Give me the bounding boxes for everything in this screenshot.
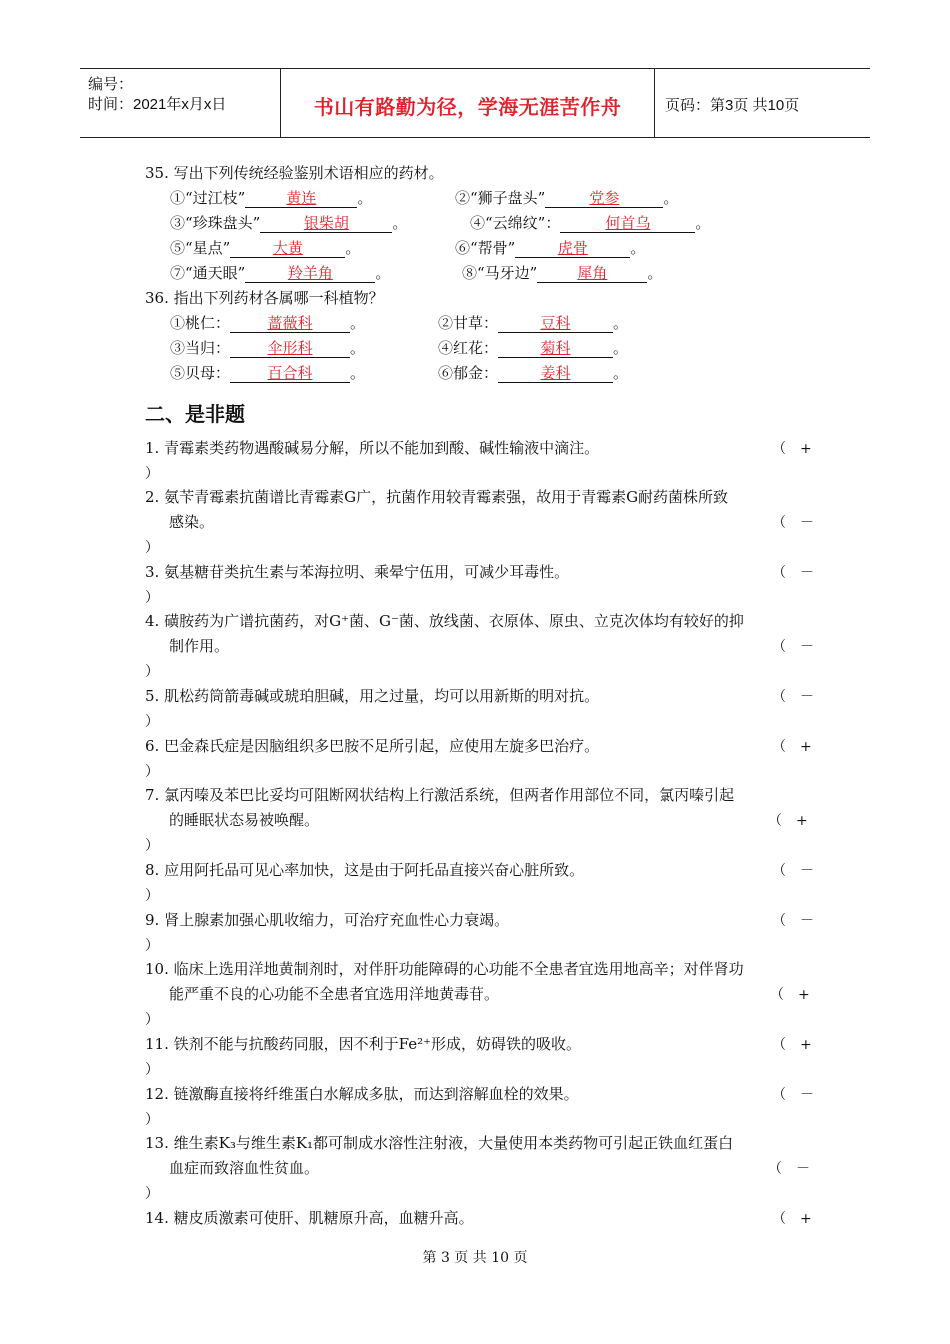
q36-item: ④红花： 菊科 。 [438, 339, 629, 357]
answer-blank: 何首乌 [560, 215, 695, 233]
question-text-cont: 制作用。 [169, 637, 230, 655]
q36-item: ②甘草： 豆科 。 [438, 314, 629, 332]
question-text-cont: 的睡眠状态易被唤醒。 [169, 811, 320, 829]
question-text: 14. 糖皮质激素可使肝、肌糖原升高，血糖升高。 [145, 1209, 474, 1227]
answer-mark: （ + [768, 813, 808, 829]
answer-blank: 菊科 [498, 340, 613, 358]
tf-question [145, 858, 805, 883]
answer-blank: 虎骨 [515, 240, 630, 258]
answer-mark: （ + [772, 739, 812, 755]
tf-question [145, 957, 805, 1007]
q35-item: ⑧“马牙边” 犀角 。 [462, 264, 663, 282]
q35-item: ⑤“星点” 大黄 。 [170, 239, 361, 257]
close-paren: ） [145, 764, 159, 780]
tf-question [145, 908, 805, 933]
answer-mark: （ － [772, 565, 814, 581]
answer-blank: 大黄 [230, 240, 345, 258]
answer-blank: 百合科 [230, 365, 350, 383]
close-paren: ） [145, 590, 159, 606]
tf-question [145, 485, 805, 535]
question-text-cont: 血症而致溶血性贫血。 [169, 1159, 320, 1177]
answer-blank: 黄连 [245, 190, 357, 208]
motto: 书山有路勤为径，学海无涯苦作舟 [313, 95, 622, 119]
tf-question [145, 1206, 805, 1231]
question-text-cont: 感染。 [169, 513, 215, 531]
answer-blank: 犀角 [537, 265, 647, 283]
q35-item: ⑦“通天眼” 羚羊角 。 [170, 264, 391, 282]
question-text: 5. 肌松药筒箭毒碱或琥珀胆碱，用之过量，均可以用新斯的明对抗。 [145, 687, 600, 705]
q35-item: ⑥“帮骨” 虎骨 。 [455, 239, 646, 257]
close-paren: ） [145, 838, 159, 854]
section-title: 二、是非题 [145, 402, 245, 426]
answer-mark: （ + [772, 1211, 812, 1227]
question-text: 11. 铁剂不能与抗酸药同服，因不利于Fe²⁺形成，妨碍铁的吸收。 [145, 1035, 582, 1053]
q36-item: ⑤贝母： 百合科 。 [170, 364, 366, 382]
close-paren: ） [145, 1012, 159, 1028]
answer-blank: 党参 [545, 190, 663, 208]
tf-question [145, 734, 805, 759]
question-text: 13. 维生素K₃与维生素K₁都可制成水溶性注射液，大量使用本类药物可引起正铁血红蛋白 [145, 1134, 734, 1152]
q36-title: 36. 指出下列药材各属哪一科植物？ [145, 289, 384, 307]
question-text: 9. 肾上腺素加强心肌收缩力，可治疗充血性心力衰竭。 [145, 911, 510, 929]
q35-item: ②“狮子盘头” 党参 。 [455, 189, 679, 207]
tf-question [145, 684, 805, 709]
close-paren: ） [145, 466, 159, 482]
header-page-cell [655, 69, 870, 137]
answer-mark: （ － [772, 913, 814, 929]
page-label: 页码：第3页 共10页 [665, 97, 800, 114]
question-text: 3. 氨基糖苷类抗生素与苯海拉明、乘晕宁伍用，可减少耳毒性。 [145, 563, 570, 581]
q35-item: ①“过江枝” 黄连 。 [170, 189, 373, 207]
header-motto-cell [281, 69, 655, 137]
answer-mark: （ － [772, 515, 814, 531]
close-paren: ） [145, 664, 159, 680]
tf-question [145, 1131, 805, 1181]
close-paren: ） [145, 888, 159, 904]
answer-mark: （ － [772, 863, 814, 879]
question-text: 8. 应用阿托品可见心率加快，这是由于阿托品直接兴奋心脏所致。 [145, 861, 585, 879]
header-left-cell [80, 69, 281, 137]
answer-blank: 姜科 [498, 365, 613, 383]
answer-mark: （ － [768, 1161, 810, 1177]
question-text: 12. 链激酶直接将纤维蛋白水解成多肽，而达到溶解血栓的效果。 [145, 1085, 579, 1103]
answer-mark: （ － [772, 1087, 814, 1103]
q36-item: ⑥郁金： 姜科 。 [438, 364, 629, 382]
answer-blank: 豆科 [498, 315, 613, 333]
answer-blank: 羚羊角 [245, 265, 375, 283]
answer-mark: （ + [772, 441, 812, 457]
question-text-cont: 能严重不良的心功能不全患者宜选用洋地黄毒苷。 [169, 985, 500, 1003]
answer-mark: （ － [772, 639, 814, 655]
answer-blank: 银柴胡 [260, 215, 392, 233]
answer-blank: 蔷薇科 [230, 315, 350, 333]
close-paren: ） [145, 714, 159, 730]
q35-title: 35. 写出下列传统经验鉴别术语相应的药材。 [145, 164, 444, 182]
question-text: 6. 巴金森氏症是因脑组织多巴胺不足所引起，应使用左旋多巴治疗。 [145, 737, 600, 755]
question-text: 2. 氨苄青霉素抗菌谱比青霉素G广，抗菌作用较青霉素强，故用于青霉素G耐药菌株所致 [145, 488, 729, 506]
question-text: 10. 临床上选用洋地黄制剂时，对伴肝功能障碍的心功能不全患者宜选用地高辛；对伴肾功 [145, 960, 744, 978]
time-label: 时间：2021年x月x日 [88, 96, 227, 113]
q35-item: ③“珍珠盘头” 银柴胡 。 [170, 214, 408, 232]
tf-question [145, 1082, 805, 1107]
header-table [80, 68, 870, 138]
tf-question [145, 560, 805, 585]
q36-item: ③当归： 伞形科 。 [170, 339, 366, 357]
answer-mark: （ + [772, 1037, 812, 1053]
page-footer: 第 3 页 共 10 页 [422, 1250, 528, 1266]
question-text: 7. 氯丙嗪及苯巴比妥均可阻断网状结构上行激活系统，但两者作用部位不同，氯丙嗪引起 [145, 786, 735, 804]
question-text: 4. 磺胺药为广谱抗菌药，对G⁺菌、G⁻菌、放线菌、衣原体、原虫、立克次体均有较好的抑 [145, 612, 744, 630]
question-text: 1. 青霉素类药物遇酸碱易分解，所以不能加到酸、碱性输液中滴注。 [145, 439, 600, 457]
answer-mark: （ + [770, 987, 810, 1003]
close-paren: ） [145, 1112, 159, 1128]
tf-question [145, 783, 805, 833]
answer-blank: 伞形科 [230, 340, 350, 358]
close-paren: ） [145, 540, 159, 556]
close-paren: ） [145, 1062, 159, 1078]
close-paren: ） [145, 938, 159, 954]
q36-item: ①桃仁： 蔷薇科 。 [170, 314, 366, 332]
tf-question [145, 436, 805, 461]
q35-item: ④“云绵纹”： 何首乌 。 [470, 214, 711, 232]
close-paren: ） [145, 1186, 159, 1202]
number-label: 编号： [88, 76, 134, 93]
tf-question [145, 609, 805, 659]
answer-mark: （ － [772, 689, 814, 705]
tf-question [145, 1032, 805, 1057]
